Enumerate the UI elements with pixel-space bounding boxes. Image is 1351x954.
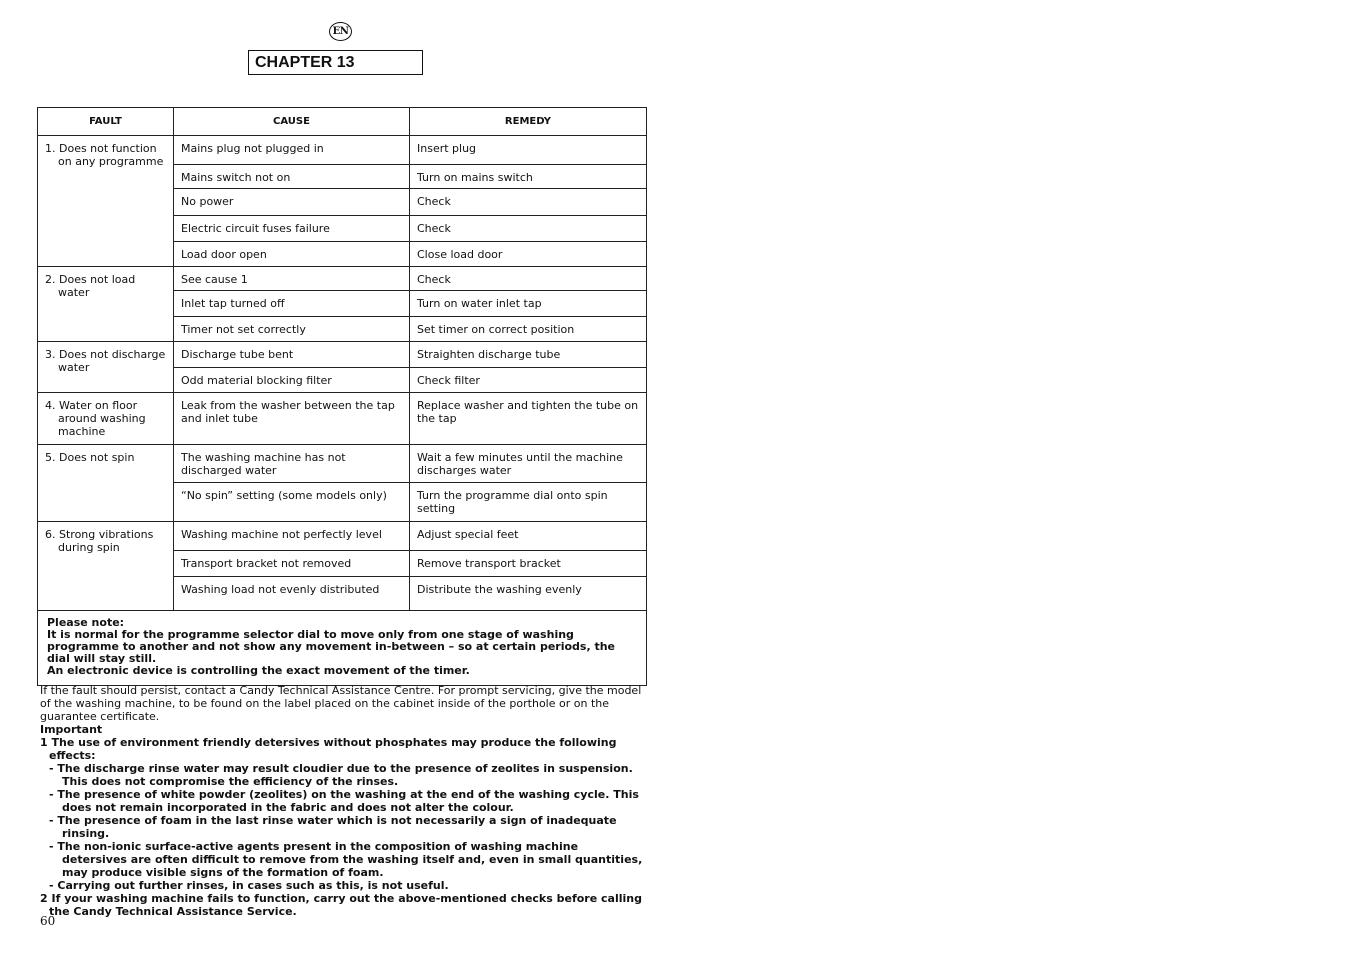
important-heading: Important <box>40 723 103 736</box>
note-title: Please note: <box>47 616 125 629</box>
fault-cell <box>38 342 174 393</box>
remedy-cell: Check <box>410 216 647 242</box>
remedy-cell: Distribute the washing evenly <box>410 577 647 611</box>
remedy-cell: Replace washer and tighten the tube on the tap <box>410 393 647 445</box>
cause-cell: Odd material blocking filter <box>174 368 410 393</box>
remedy-cell: Check <box>410 267 647 291</box>
table-row <box>38 445 647 483</box>
bullet-item: - The presence of foam in the last rinse water which is not necessarily a sign of inadequate rinsing. <box>49 814 617 840</box>
cause-cell: Washing load not evenly distributed <box>174 577 410 611</box>
chapter-title: CHAPTER 13 <box>248 50 423 75</box>
bullet-item: - The presence of white powder (zeolites) on the washing at the end of the washing cycle. This does not remain incorporated in the fabric and does not alter the colour. <box>49 788 639 814</box>
cause-cell: “No spin” setting (some models only) <box>174 483 410 522</box>
table-header-row <box>38 108 647 136</box>
remedy-cell: Check filter <box>410 368 647 393</box>
cause-cell: Timer not set correctly <box>174 317 410 342</box>
page-number: 60 <box>40 914 56 928</box>
table-row <box>38 393 647 445</box>
remedy-cell: Turn on mains switch <box>410 165 647 189</box>
fault-cell <box>38 267 174 342</box>
cause-cell: Washing machine not perfectly level <box>174 522 410 551</box>
fault-cell <box>38 136 174 267</box>
remedy-cell: Turn the programme dial onto spin setting <box>410 483 647 522</box>
remedy-cell: Insert plug <box>410 136 647 165</box>
point-1: 1 The use of environment friendly detersives without phosphates may produce the following effects: <box>40 736 617 762</box>
remedy-cell: Wait a few minutes until the machine discharges water <box>410 445 647 483</box>
bullet-item: - The non-ionic surface-active agents present in the composition of washing machine detersives are often difficult to remove from the washing itself and, even in small quantities, may produce visible signs of the formation of foam. <box>49 840 643 879</box>
remedy-cell: Check <box>410 189 647 216</box>
table-row <box>38 136 647 165</box>
fault-label: 3. Does not discharge water <box>45 348 166 374</box>
bullet-item: - Carrying out further rinses, in cases such as this, is not useful. <box>49 879 449 892</box>
cause-cell: Mains plug not plugged in <box>174 136 410 165</box>
cause-cell: Transport bracket not removed <box>174 551 410 577</box>
cause-cell: Mains switch not on <box>174 165 410 189</box>
note-line: It is normal for the programme selector dial to move only from one stage of washing programme to another and not show any movement in-between – so at certain periods, the dial will stay still. <box>47 628 616 665</box>
header-cause: CAUSE <box>174 108 410 136</box>
fault-label: 5. Does not spin <box>45 451 135 464</box>
header-remedy: REMEDY <box>410 108 647 136</box>
table-row <box>38 522 647 551</box>
remedy-cell: Turn on water inlet tap <box>410 291 647 317</box>
note-row <box>38 611 647 686</box>
remedy-cell: Remove transport bracket <box>410 551 647 577</box>
fault-label: 2. Does not load water <box>45 273 136 299</box>
point-2: 2 If your washing machine fails to function, carry out the above-mentioned checks before calling the Candy Technical Assistance Service. <box>40 892 642 918</box>
cause-cell: See cause 1 <box>174 267 410 291</box>
fault-label: 4. Water on floor around washing machine <box>45 399 146 438</box>
note-line: An electronic device is controlling the exact movement of the timer. <box>47 664 470 677</box>
table-row <box>38 267 647 291</box>
remedy-cell: Adjust special feet <box>410 522 647 551</box>
cause-cell: Inlet tap turned off <box>174 291 410 317</box>
fault-cell <box>38 522 174 611</box>
table-row <box>38 342 647 368</box>
fault-table <box>37 107 647 686</box>
note-cell <box>38 611 647 686</box>
remedy-cell: Set timer on correct position <box>410 317 647 342</box>
fault-cell <box>38 393 174 445</box>
remedy-cell: Close load door <box>410 242 647 267</box>
cause-cell: Discharge tube bent <box>174 342 410 368</box>
fault-label: 6. Strong vibrations during spin <box>45 528 154 554</box>
fault-table-body <box>38 136 647 611</box>
cause-cell: No power <box>174 189 410 216</box>
header-fault: FAULT <box>38 108 174 136</box>
remedy-cell: Straighten discharge tube <box>410 342 647 368</box>
language-badge: EN <box>329 22 352 41</box>
cause-cell: Leak from the washer between the tap and inlet tube <box>174 393 410 445</box>
cause-cell: Electric circuit fuses failure <box>174 216 410 242</box>
after-table-text <box>40 684 646 918</box>
cause-cell: The washing machine has not discharged water <box>174 445 410 483</box>
bullet-item: - The discharge rinse water may result cloudier due to the presence of zeolites in suspension. This does not compromise the efficiency of the rinses. <box>49 762 633 788</box>
fault-label: 1. Does not function on any programme <box>45 142 164 168</box>
persist-paragraph: If the fault should persist, contact a Candy Technical Assistance Centre. For prompt servicing, give the model of the washing machine, to be found on the label placed on the cabinet inside of the porthole or on the guarantee certificate. <box>40 684 642 723</box>
fault-cell <box>38 445 174 522</box>
cause-cell: Load door open <box>174 242 410 267</box>
